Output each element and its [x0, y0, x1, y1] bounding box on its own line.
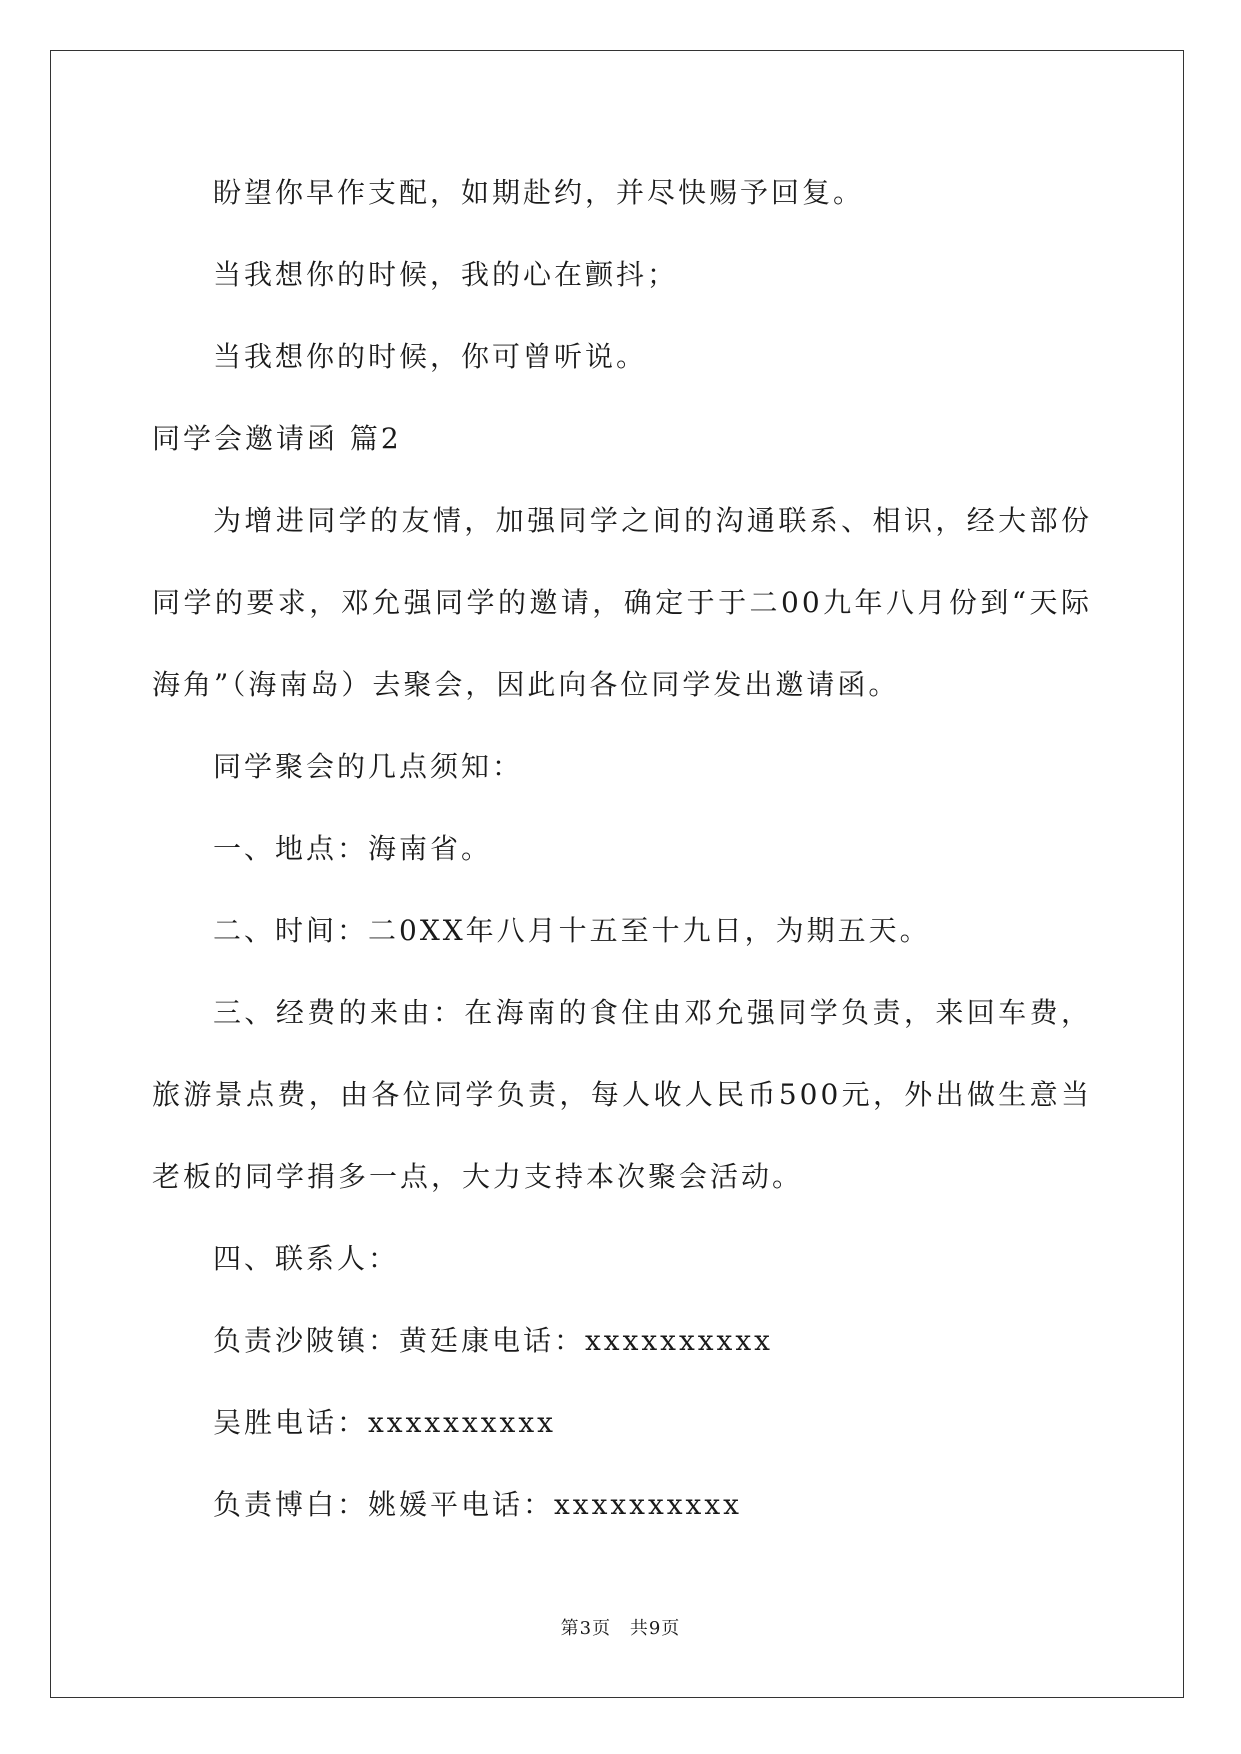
section-heading: 同学会邀请函 篇2 — [152, 422, 402, 455]
paragraph-poem-line-2: 当我想你的时候，你可曾听说。 — [213, 340, 648, 373]
contact-bobai: 负责博白：姚媛平电话：xxxxxxxxxx — [213, 1488, 742, 1521]
list-item-contacts: 四、联系人： — [213, 1242, 400, 1275]
list-item-location: 一、地点：海南省。 — [213, 832, 493, 865]
page-total: 共9页 — [629, 1618, 681, 1639]
page-footer — [0, 1614, 1241, 1640]
contact-shapi-town: 负责沙陂镇：黄廷康电话：xxxxxxxxxx — [213, 1324, 773, 1357]
page-number: 第3页 — [560, 1618, 612, 1639]
paragraph-poem-line-1: 当我想你的时候，我的心在颤抖； — [213, 258, 679, 291]
list-item-funding: 三、经费的来由：在海南的食住由邓允强同学负责，来回车费，旅游景点费，由各位同学负责，每人收人民币500元，外出做生意当老板的同学捐多一点，大力支持本次聚会活动。 — [152, 996, 1092, 1193]
list-item-time: 二、时间：二0XX年八月十五至十九日，为期五天。 — [213, 914, 931, 947]
paragraph-closing-request: 盼望你早作支配，如期赴约，并尽快赐予回复。 — [213, 176, 865, 209]
contact-wu-sheng: 吴胜电话：xxxxxxxxxx — [213, 1406, 556, 1439]
paragraph-notice-heading: 同学聚会的几点须知： — [213, 750, 524, 783]
paragraph-intro: 为增进同学的友情，加强同学之间的沟通联系、相识，经大部份同学的要求，邓允强同学的邀请，确定于于二00九年八月份到“天际海角”（海南岛）去聚会，因此向各位同学发出邀请函。 — [152, 504, 1092, 701]
